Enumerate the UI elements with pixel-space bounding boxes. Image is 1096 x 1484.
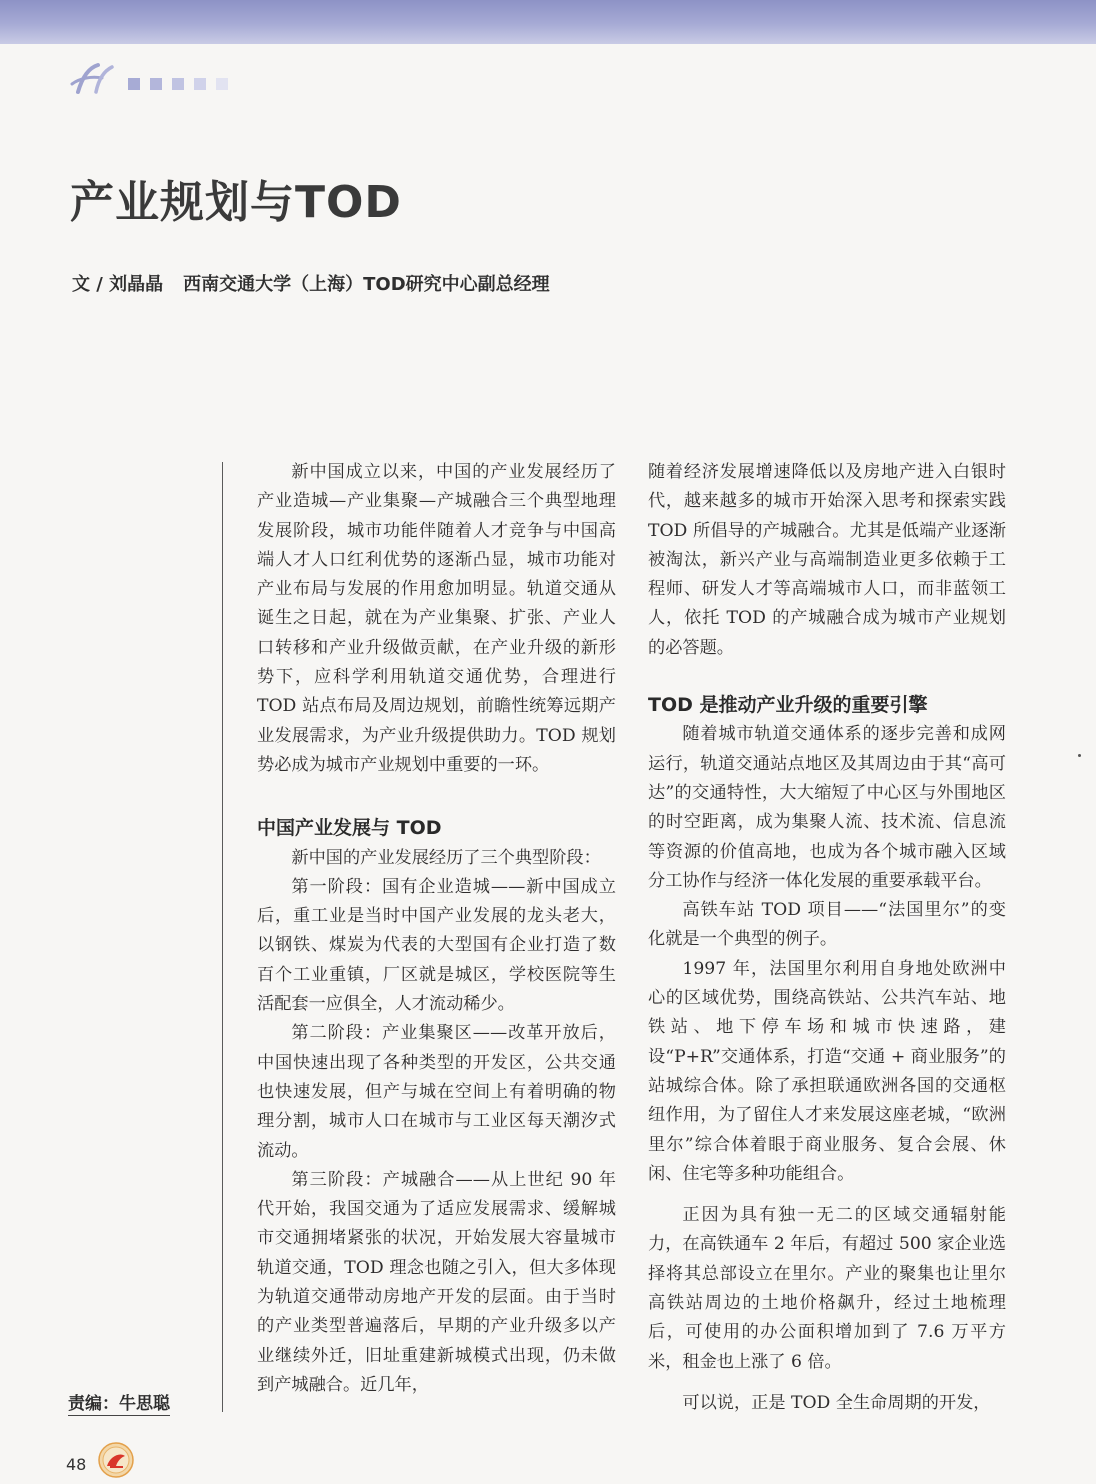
party-emblem-icon xyxy=(98,1442,134,1478)
byline xyxy=(72,270,550,296)
article-title: 产业规划与TOD xyxy=(70,177,402,228)
column-divider xyxy=(222,462,223,1412)
top-color-band xyxy=(0,0,1096,44)
paragraph: 第二阶段：产业集聚区——改革开放后，中国快速出现了各种类型的开发区，公共交通也快速发展，但产与城在空间上有着明确的物理分割，城市人口在城市与工业区每天潮汐式流动。 xyxy=(257,1023,616,1161)
section-heading: 中国产业发展与 TOD xyxy=(257,817,442,840)
text-column-left xyxy=(257,458,616,1400)
paragraph: 第三阶段：产城融合——从上世纪 90 年代开始，我国交通为了适应发展需求、缓解城市交通拥堵紧张的状况，开始发展大容量城市轨道交通，TOD 理念也随之引入，但大多体现为轨道交通带动房地产开发的层面。由于当时的产业类型普遍落后，早期的产业升级多以产业继续外迁，旧址重建新城模式出现，仍未做到产城融合。近几年， xyxy=(257,1169,616,1395)
paragraph: 正因为具有独一无二的区域交通辐射能力，在高铁通车 2 年后，有超过 500 家企业选择将其总部设立在里尔。产业的聚集也让里尔高铁站周边的土地价格飙升，经过土地梳理后，可使用的办公面积增加到了 7.6 万平方米，租金也上涨了 6 倍。 xyxy=(648,1205,1006,1372)
paragraph: 高铁车站 TOD 项目——“法国里尔”的变化就是一个典型的例子。 xyxy=(648,900,1006,950)
scan-speck xyxy=(1078,754,1081,757)
paragraph: 新中国成立以来，中国的产业发展经历了产业造城—产业集聚—产城融合三个典型地理发展阶段，城市功能伴随着人才竞争与中国高端人才人口红利优势的逐渐凸显，城市功能对产业布局与发展的作用愈加明显。轨道交通从诞生之日起，就在为产业集聚、扩张、产业人口转移和产业升级做贡献，在产业升级的新形势下，应科学利用轨道交通优势，合理进行 TOD 站点布局及周边规划，前瞻性统筹远期产业发展需求，为产业升级提供助力。TOD 规划势必成为城市产业规划中重要的一环。 xyxy=(257,462,616,775)
magazine-logo-icon xyxy=(68,62,116,96)
section-heading: TOD 是推动产业升级的重要引擎 xyxy=(648,694,928,717)
byline-affiliation: 西南交通大学（上海）TOD研究中心副总经理 xyxy=(183,274,550,295)
paragraph: 随着经济发展增速降低以及房地产进入白银时代，越来越多的城市开始深入思考和探索实践 TOD 所倡导的产城融合。尤其是低端产业逐渐被淘汰，新兴产业与高端制造业更多依赖于工程师、研发人才等高端城市人口，而非蓝领工人，依托 TOD 的产城融合成为城市产业规划的必答题。 xyxy=(648,462,1006,658)
paragraph: 随着城市轨道交通体系的逐步完善和成网运行，轨道交通站点地区及其周边由于其“高可达”的交通特性，大大缩短了中心区与外围地区的时空距离，成为集聚人流、技术流、信息流等资源的价值高地，也成为各个城市融入区域分工协作与经济一体化发展的重要承载平台。 xyxy=(648,724,1006,891)
paragraph: 新中国的产业发展经历了三个典型阶段： xyxy=(291,847,601,868)
byline-author: 文 / 刘晶晶 xyxy=(72,274,164,295)
text-column-right xyxy=(648,458,1006,1418)
page-number: 48 xyxy=(66,1455,87,1474)
decorative-squares xyxy=(128,78,228,90)
editor-credit: 责编：牛思聪 xyxy=(68,1389,170,1416)
paragraph: 第一阶段：国有企业造城——新中国成立后，重工业是当时中国产业发展的龙头老大，以钢铁、煤炭为代表的大型国有企业打造了数百个工业重镇，厂区就是城区，学校医院等生活配套一应俱全，人才流动稀少。 xyxy=(257,876,616,1015)
paragraph: 可以说，正是 TOD 全生命周期的开发， xyxy=(682,1392,991,1413)
paragraph: 1997 年，法国里尔利用自身地处欧洲中心的区域优势，围绕高铁站、公共汽车站、地铁站、地下停车场和城市快速路，建设“P+R”交通体系，打造“交通 + 商业服务”的站城综合体。除了承担联通欧洲各国的交通枢纽作用，为了留住人才来发展这座老城，“欧洲里尔”综合体着眼于商业服务、复合会展、休闲、住宅等多种功能组合。 xyxy=(648,958,1006,1184)
